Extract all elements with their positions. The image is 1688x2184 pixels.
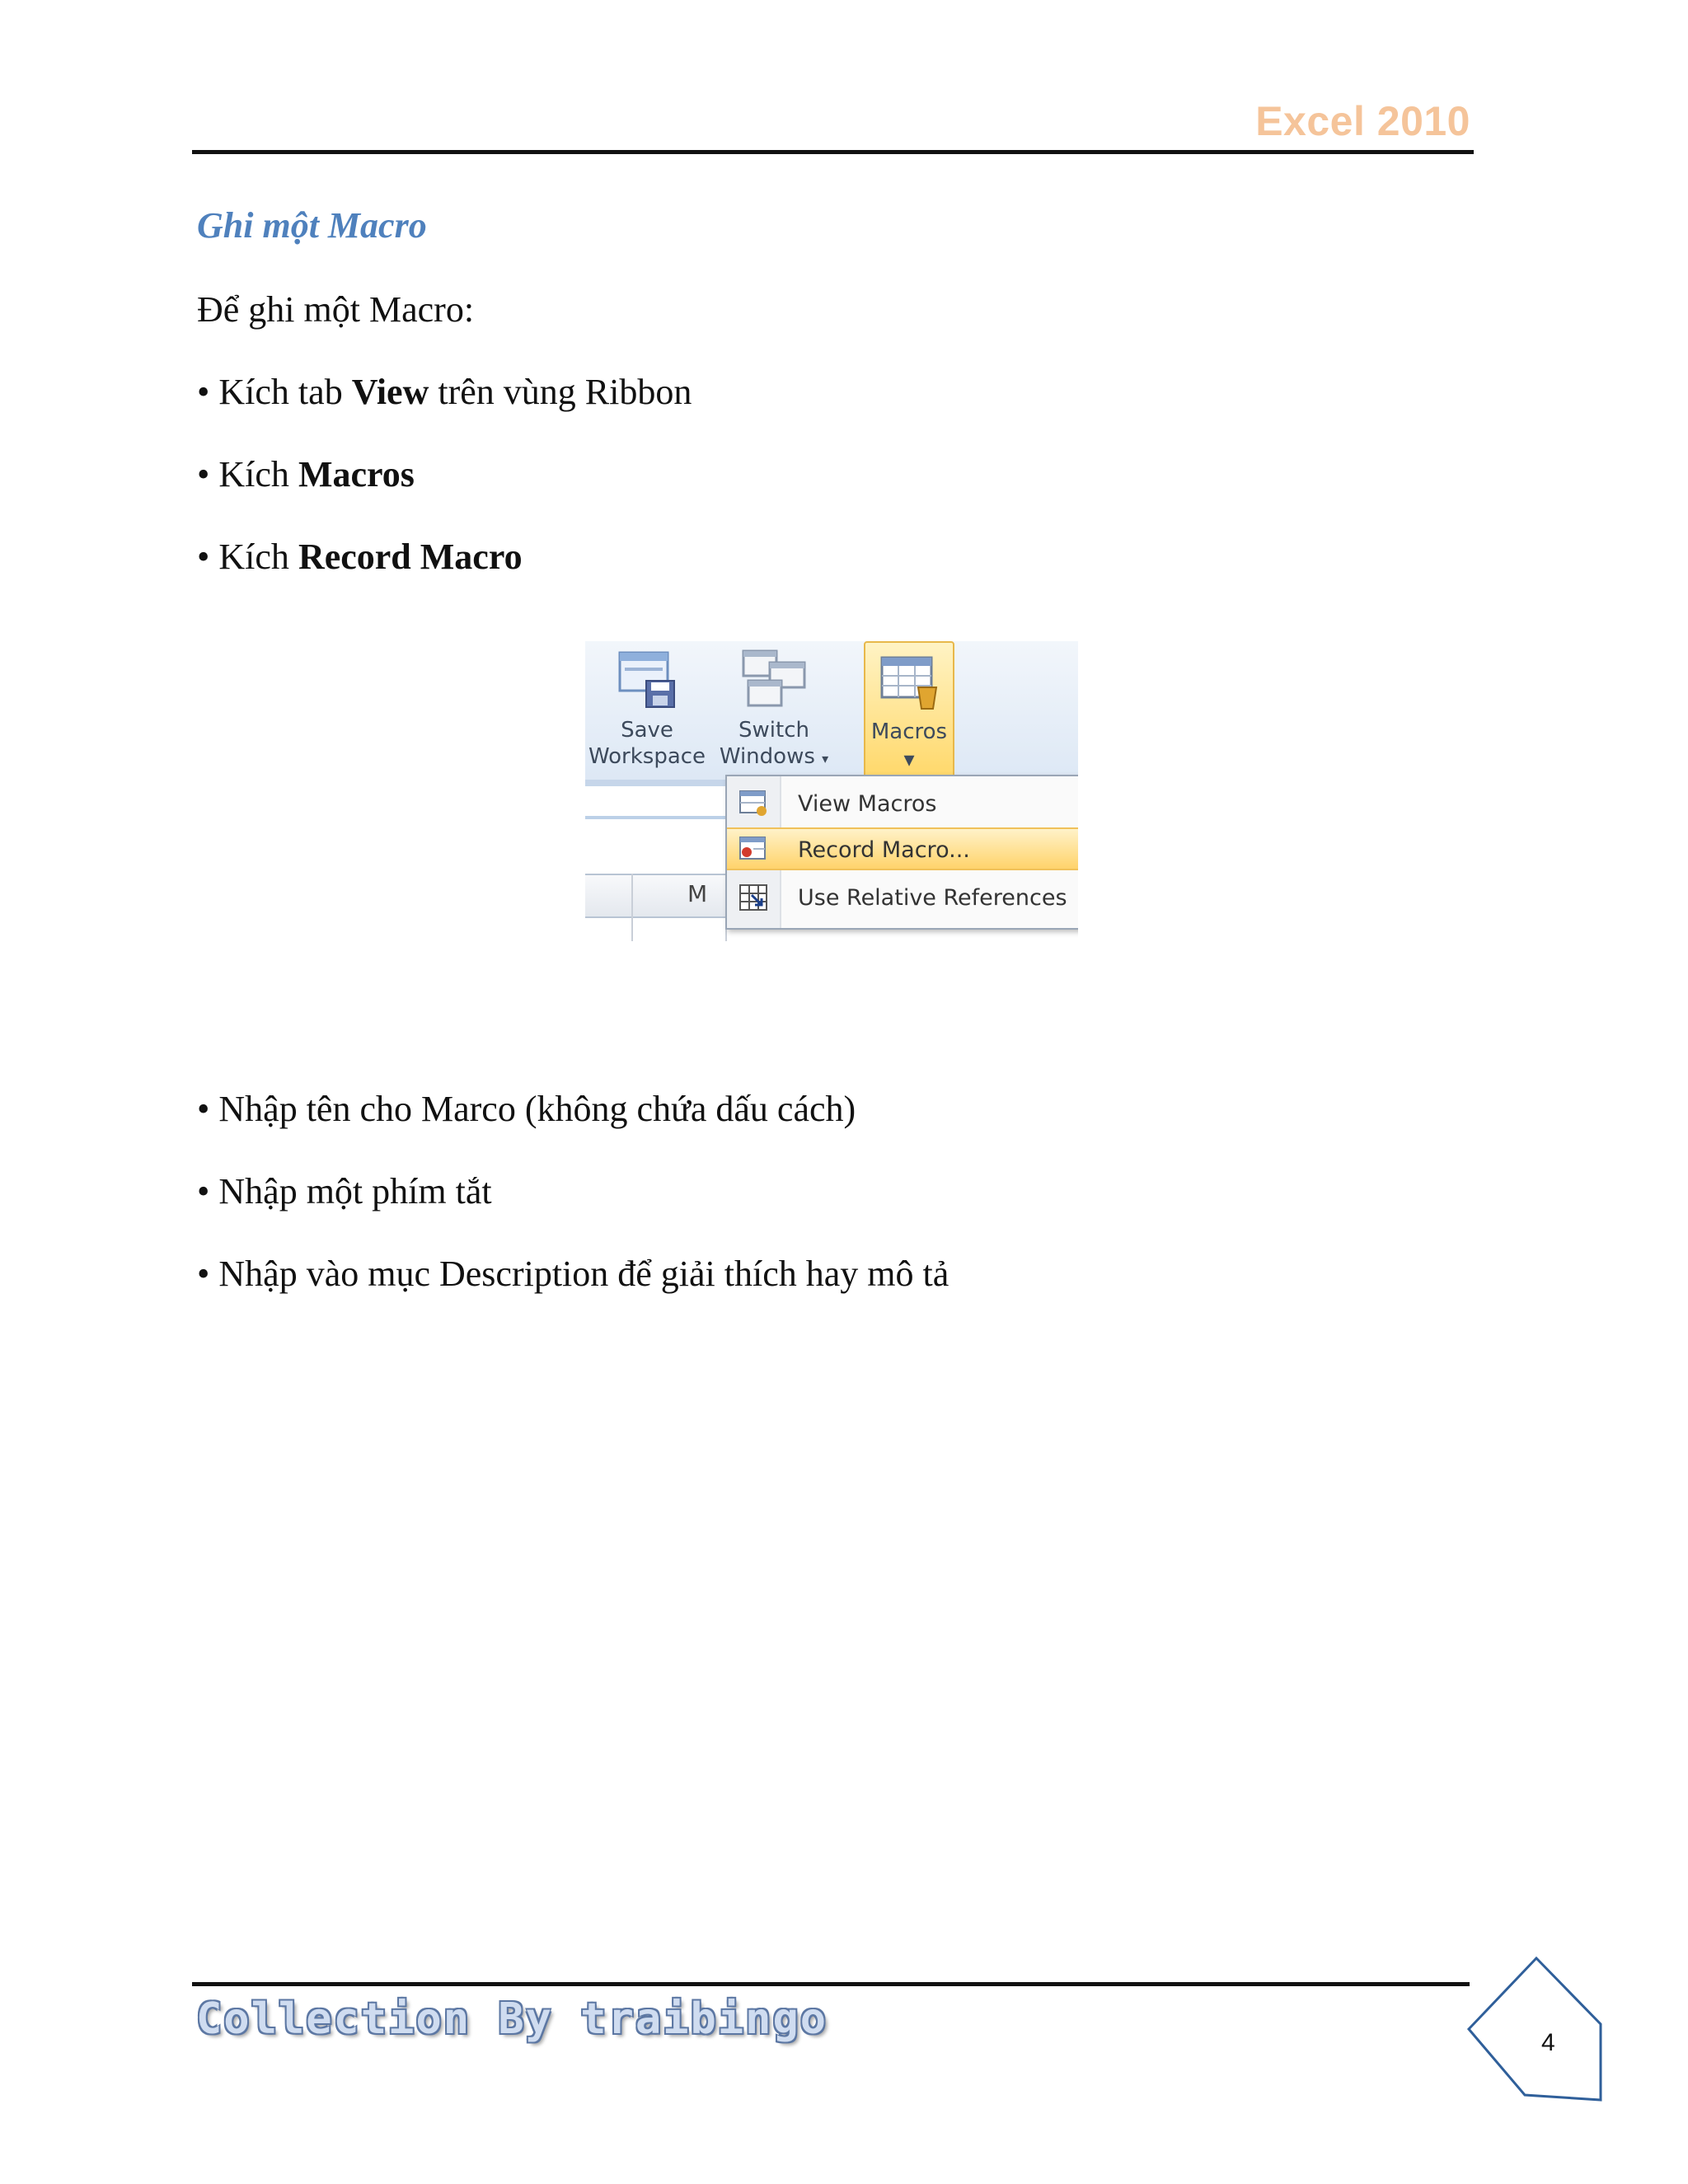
- step-click-macros: • Kích Macros: [197, 454, 415, 494]
- page-number-badge-shape: [1465, 1955, 1606, 2103]
- macros-dropdown-menu: [725, 775, 1078, 930]
- record-macro-label: Record Macro...: [798, 837, 970, 863]
- view-macros-icon: [738, 790, 770, 818]
- macros-button[interactable]: [864, 641, 954, 780]
- column-divider: [631, 874, 633, 941]
- macros-dropdown-arrow-icon: ▾: [903, 748, 915, 772]
- intro-paragraph: Để ghi một Macro:: [197, 289, 475, 330]
- step-click-record-macro: • Kích Record Macro: [197, 537, 523, 577]
- step-enter-macro-name: • Nhập tên cho Marco (không chứa dấu cách): [197, 1089, 856, 1129]
- header-rule: [192, 150, 1474, 154]
- excel-macros-screenshot: [585, 641, 1078, 941]
- document-header-title: Excel 2010: [1255, 98, 1470, 144]
- chevron-down-icon: ▾: [822, 751, 829, 766]
- footer-rule: [192, 1982, 1470, 1986]
- step-enter-shortcut: • Nhập một phím tắt: [197, 1171, 492, 1212]
- macros-icon: [879, 654, 941, 712]
- save-workspace-icon: [617, 648, 679, 710]
- use-relative-references-label: Use Relative References: [798, 885, 1067, 911]
- switch-windows-button[interactable]: [714, 641, 834, 780]
- view-macros-label: View Macros: [798, 791, 937, 817]
- switch-windows-label-line2: Windows ▾: [719, 744, 829, 769]
- section-heading: Ghi một Macro: [197, 205, 427, 246]
- step-click-view: • Kích tab View trên vùng Ribbon: [197, 372, 692, 412]
- switch-windows-label-line1: Switch: [738, 718, 809, 743]
- column-header-m[interactable]: M: [687, 880, 708, 907]
- switch-windows-icon: [740, 648, 809, 710]
- save-workspace-button[interactable]: [585, 641, 709, 780]
- macros-label: Macros: [870, 719, 948, 744]
- page-number: 4: [1541, 2029, 1555, 2056]
- relative-references-icon: [738, 883, 770, 912]
- menu-item-view-macros[interactable]: [727, 783, 1078, 826]
- menu-item-use-relative-references[interactable]: [727, 877, 1078, 920]
- step-enter-description: • Nhập vào mục Description để giải thích hay mô tả: [197, 1254, 950, 1294]
- footer-brand-text: Collection By traibingo: [196, 1994, 828, 2044]
- save-workspace-label-line2: Workspace: [588, 744, 706, 769]
- save-workspace-label-line1: Save: [621, 718, 673, 743]
- formula-bar-edge: [585, 816, 732, 819]
- record-macro-icon: [738, 836, 770, 864]
- menu-item-record-macro[interactable]: [727, 827, 1078, 870]
